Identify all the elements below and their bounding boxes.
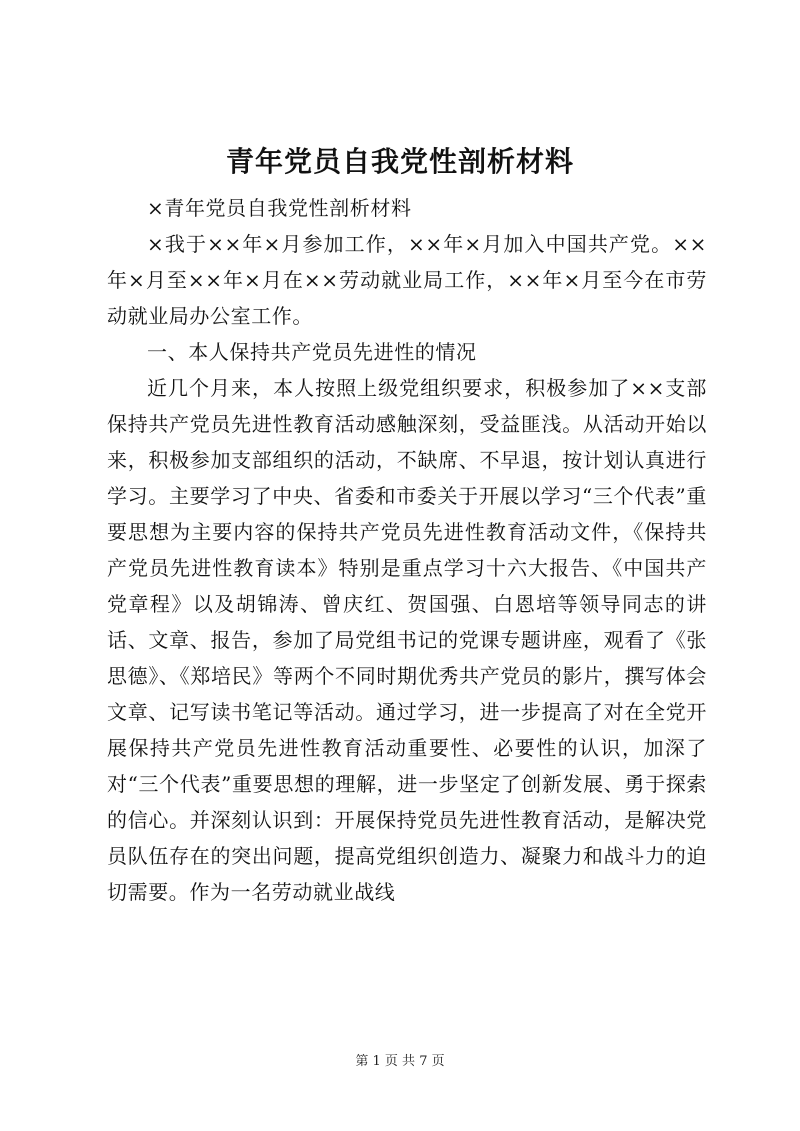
- section-heading: 一、本人保持共产党员先进性的情况: [147, 340, 477, 364]
- page-footer: 第 1 页 共 7 页: [355, 1054, 445, 1069]
- document-title: 青年党员自我党性剖析材料: [225, 145, 574, 178]
- paragraph-body: 近几个月来，本人按照上级党组织要求，积极参加了××支部保持共产党员先进性教育活动感触深刻，受益匪浅。从活动开始以来，积极参加支部组织的活动，不缺席、不早退，按计划认真进行学习。主要学习了中央、省委和市委关于开展以学习“三个代表”重要思想为主要内容的保持共产党员先进性教育活动文件，《保持共产党员先进性教育读本》特别是重点学习十六大报告、《中国共产党章程》以及胡锦涛、曾庆红、贺国强、白恩培等领导同志的讲话、文章、报告，参加了局党组书记的党课专题讲座，观看了《张思德》、《郑培民》等两个不同时期优秀共产党员的影片，撰写体会文章、记写读书笔记等活动。通过学习，进一步提高了对在全党开展保持共产党员先进性教育活动重要性、必要性的认识，加深了对“三个代表”重要思想的理解，进一步坚定了创新发展、勇于探索的信心。并深刻认识到：开展保持党员先进性教育活动，是解决党员队伍存在的突出问题，提高党组织创造力、凝聚力和战斗力的迫切需要。作为一名劳动就业战线: [107, 376, 707, 904]
- document-body: [107, 190, 707, 910]
- paragraph-intro: ×我于××年×月参加工作，××年×月加入中国共产党。××年×月至××年×月在××劳动就业局工作，××年×月至今在市劳动就业局办公室工作。: [107, 232, 707, 328]
- paragraph-subtitle: ×青年党员自我党性剖析材料: [147, 196, 412, 220]
